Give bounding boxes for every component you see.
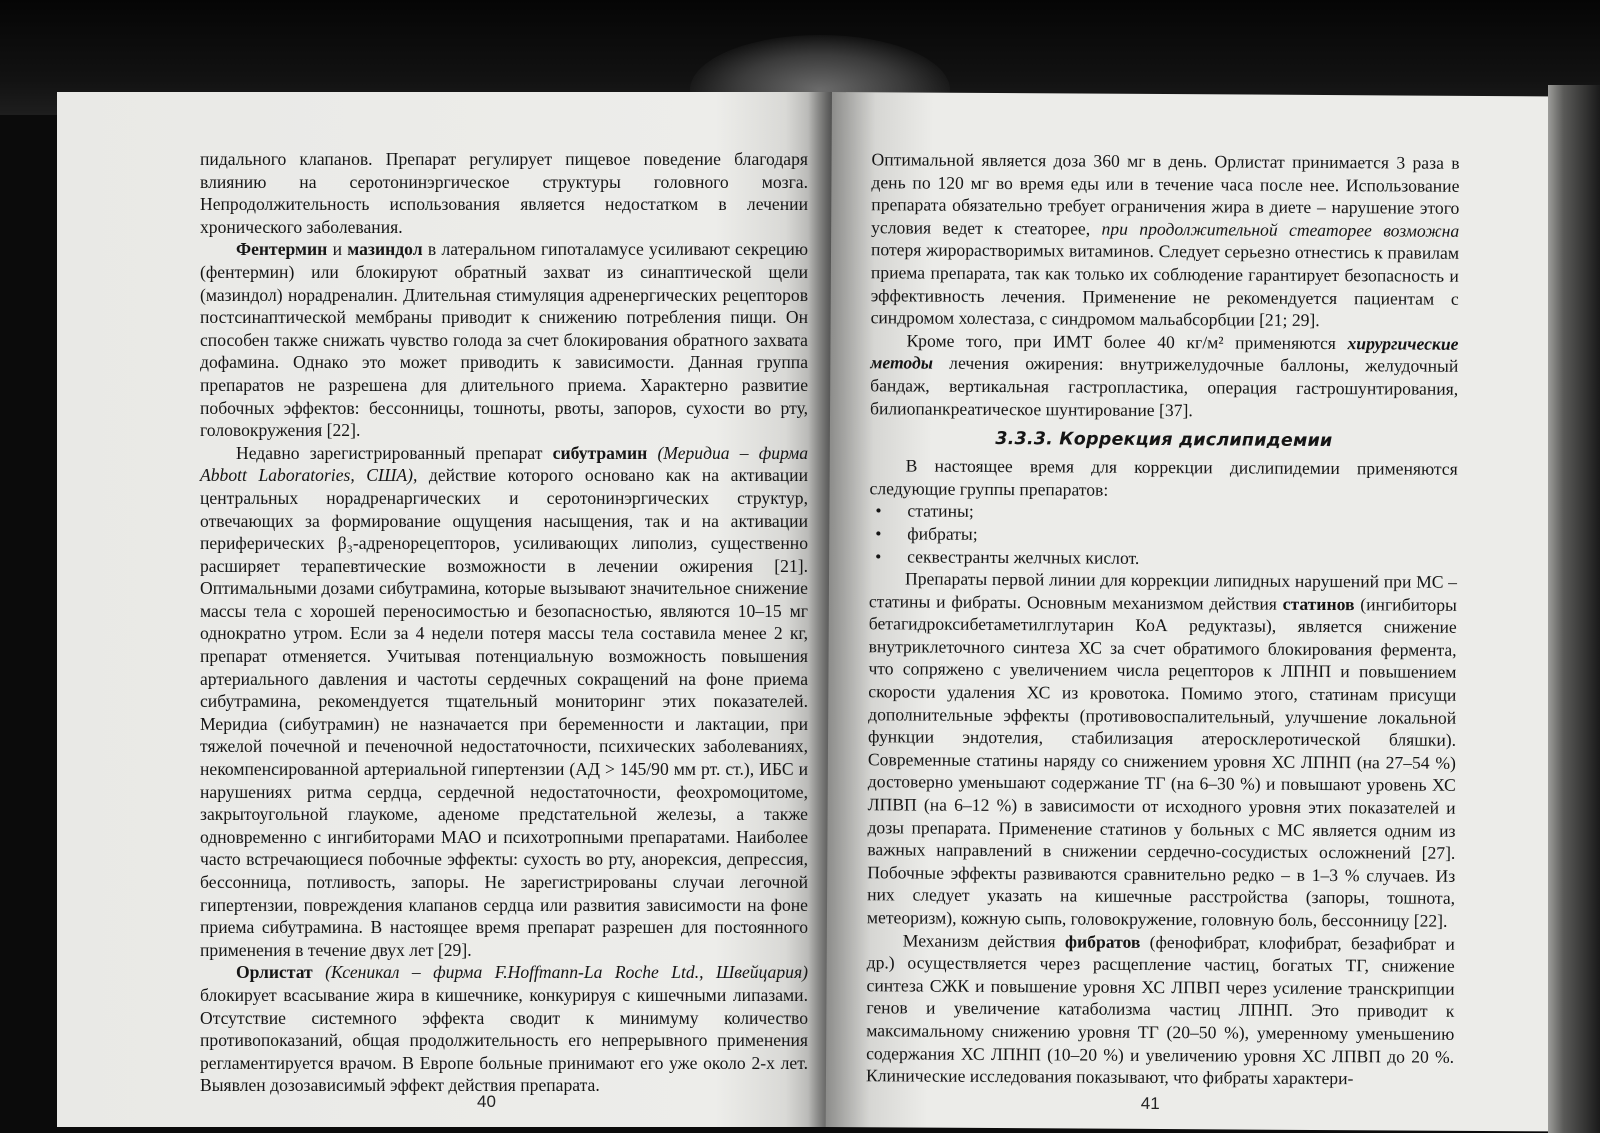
right-page: [826, 92, 1560, 1131]
list-item: • фибраты;: [875, 522, 1457, 548]
left-page-text: [200, 148, 808, 1097]
book-edge: [1548, 85, 1600, 1133]
paragraph: Фентермин и мазиндол в латеральном гипоталамусе усиливают секрецию (фентермин) или блокируют обратный захват из синаптической щели (мазиндол) норадреналин. Длительная стимуляция адренергических рецепторов постсинаптической мембраны приводит к снижению потребления пищи. Он способен также снижать чувство голода за счет блокирования обратного захвата дофамина. Однако это может приводить к зависимости. Данная группа препаратов не разрешена для длительного приема. Характерно развитие побочных эффектов: бессонницы, тошноты, рвоты, запоров, сухости во рту, головокружения [22].: [200, 239, 808, 441]
right-page-text-top: [870, 148, 1460, 423]
section-heading: 3.3.3. Коррекция дислипидемии: [995, 429, 1333, 452]
paragraph: Оптимальной является доза 360 мг в день. Орлистат принимается 3 раза в день по 120 мг во время еды или в течение часа после нее. Использование препарата обязательно требует ограничения жира в диете – нарушение этого условия ведет к стеаторее, при продолжительной стеаторее возможна потеря жирорастворимых витаминов. Следует серьезно отнестись к правилам приема препарата, так как только их соблюдение гарантирует безопасность и эффективность лечения. Применение не рекомендуется пациентам с синдромом холестаза, с синдромом мальабсорбции [21; 29].: [870, 149, 1460, 331]
paragraph: Механизм действия фибратов (фенофибрат, клофибрат, безафибрат и др.) осуществляется через расщепление частиц, богатых ТГ, снижение синтеза СЖК и повышение уровня ХС ЛПВП через усиление транскрипции генов и увеличение катаболизма частиц ЛПНП. Это приводит к максимальному снижению уровня ТГ (20–50 %), умеренному уменьшению содержания ХС ЛПНП (10–20 %) и увеличению уровня ХС ЛПВП до 20 %. Клинические исследования показывают, что фибраты характери-: [865, 930, 1455, 1089]
list-item: • статины;: [875, 500, 1457, 526]
page-number-left: 40: [477, 1092, 496, 1111]
paragraph: Недавно зарегистрированный препарат сибутрамин (Меридиа – фирма Abbott Laboratories, США), действие которого основано как на активации центральных норадренаргических и серотонинэргических структур, отвечающих за формирование ощущения насыщения, так и на активации периферических β₃-адренорецепторов, усиливающих липолиз, существенно расширяет терапевтические возможности в лечении ожирения [21]. Оптимальными дозами сибутрамина, которые вызывают значительное снижение массы тела с хорошей переносимостью и безопасностью, являются 10–15 мг однократно утром. Если за 4 недели потеря массы тела составила менее 2 кг, препарат отменяется. Учитывая потенциальную возможность повышения артериального давления и частоты сердечных сокращений на фоне приема сибутрамина, рекомендуется тщательный мониторинг этих показателей. Меридиа (сибутрамин) не назначается при беременности и лактации, при тяжелой почечной и печеночной недостаточности, психических заболеваниях, некомпенсированной артериальной гипертензии (АД > 145/90 мм рт. ст.), ИБС и нарушениях ритма сердца, сердечной недостаточности, феохромоцитоме, закрытоугольной глаукоме, аденоме предстательной железы, а также одновременно с ингибиторами МАО и психотропными препаратами. Наиболее часто встречающиеся побочные эффекты: сухость во рту, анорексия, депрессия, бессонница, потливость, запоры. Не зарегистрированы случаи легочной гипертензии, повреждения клапанов сердца или развития зависимости на фоне приема сибутрамина. В настоящее время препарат разрешен для постоянного применения в течение двух лет [29].: [200, 442, 809, 960]
paragraph: Препараты первой линии для коррекции липидных нарушений при МС – статины и фибраты. Основным механизмом действия статинов (ингибиторы бетагидроксибетаметилглутарин КоА редуктазы), является снижение внутриклеточного синтеза ХС за счет обратимого блокирования фермента, что сопряжено с увеличением числа рецепторов к ЛПНП и повышением скорости удаления ХС из кровотока. Помимо этого, статинам присущи дополнительные эффекты (противовоспалительный, улучшение локальной функции эндотелия, стабилизация атеросклеротической бляшки). Современные статины наряду со снижением уровня ХС ЛПНП (на 27–54 %) достоверно уменьшают содержание ТГ (на 6–30 %) и повышают уровень ХС ЛПВП (на 6–12 %) в зависимости от исходного уровня этих показателей и дозы препарата. Применение статинов у больных с МС является одним из важных направлений в снижении сердечно-сосудистых осложнений [27]. Побочные эффекты развиваются сравнительно редко – в 1–3 % случаев. Из них следует указать на кишечные расстройства (запоры, тошнота, метеоризм), кожную сыпь, головокружение, головную боль, бессонницу [22].: [866, 568, 1458, 931]
list-item: • секвестранты желчных кислот.: [875, 545, 1457, 571]
right-page-text-bottom: [866, 567, 1457, 1090]
paragraph: Орлистат (Ксеникал – фирма F.Hoffmann-La Roche Ltd., Швейцария) блокирует всасывание жира в кишечнике, конкурируя с кишечными липазами. Отсутствие системного эффекта сводит к минимуму количество противопоказаний, общая продолжительность его непрерывного применения регламентируется врачом. В Европе больные принимают его уже около 2-х лет. Выявлен дозозависимый эффект действия препарата.: [200, 962, 808, 1096]
list-intro: В настоящее время для коррекции дислипидемии применяются следующие группы препаратов:: [869, 455, 1458, 500]
paragraph: Кроме того, при ИМТ более 40 кг/м² применяются хирургические методы лечения ожирения: внутрижелудочные баллоны, желудочный бандаж, вертикальная гастропластика, операция гастрошунтирования, билиопанкреатическое шунтирование [37].: [870, 330, 1459, 420]
page-number-right: 41: [1140, 1093, 1160, 1114]
drug-group-list: [869, 500, 1457, 571]
left-page: [57, 92, 832, 1127]
paragraph: пидального клапанов. Препарат регулирует пищевое поведение благодаря влиянию на серотонинэргическое структуры головного мозга. Непродолжительность использования является недостатком в лечении хронического заболевания.: [200, 149, 808, 237]
